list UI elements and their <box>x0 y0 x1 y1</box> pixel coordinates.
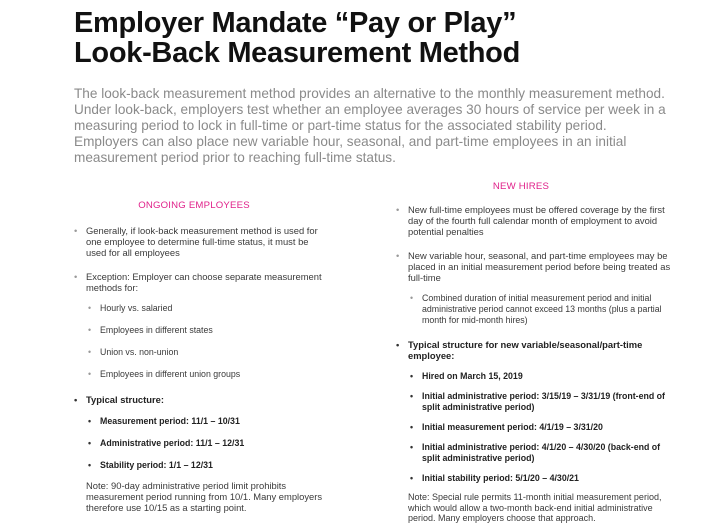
sub-list-item-text: Union vs. non-union <box>100 347 179 357</box>
sub-list-item <box>396 293 676 326</box>
typical-structure-heading <box>396 339 676 361</box>
new-hires-column <box>396 181 676 524</box>
typical-structure-text: Typical structure: <box>86 394 164 405</box>
bullet-icon: • <box>74 225 78 236</box>
new-hires-note: Note: Special rule permits 11-month initial measurement period, which would allow a two-month back-end initial administrative period. Many employers choose that approach. <box>408 492 662 523</box>
period-text: Initial measurement period: 4/1/19 – 3/31/20 <box>422 422 603 432</box>
bullet-icon: • <box>396 250 400 261</box>
period-item <box>396 422 676 433</box>
bullet-icon: • <box>410 422 414 432</box>
period-item <box>396 391 676 413</box>
typical-structure-heading <box>74 394 324 405</box>
sub-list-item <box>74 303 324 314</box>
period-item <box>396 442 676 464</box>
bullet-icon: • <box>74 394 78 405</box>
sub-list-item <box>74 369 324 380</box>
bullet-icon: • <box>88 416 92 426</box>
bullet-icon: • <box>396 339 400 350</box>
bullet-icon: • <box>410 442 414 452</box>
sub-list-item-text: Employees in different states <box>100 325 213 335</box>
title-line-2: Look-Back Measurement Method <box>74 37 521 69</box>
sub-list-item-text: Hourly vs. salaried <box>100 303 173 313</box>
bullet-icon: • <box>88 347 92 357</box>
bullet-icon: • <box>396 204 400 215</box>
ongoing-note: Note: 90-day administrative period limit prohibits measurement period running from 10/1. Many employers therefore use 10/15 as a starting point. <box>86 480 323 513</box>
sub-list-item <box>74 325 324 336</box>
list-item <box>396 204 676 237</box>
period-item <box>74 438 324 449</box>
sub-list-item-text: Employees in different union groups <box>100 369 241 379</box>
title-line-1: Employer Mandate “Pay or Play” <box>74 7 517 39</box>
new-hires-heading: NEW HIRES <box>492 181 550 192</box>
period-text: Administrative period: 11/1 – 12/31 <box>100 438 245 448</box>
ongoing-employees-column <box>74 200 324 513</box>
period-text: Initial administrative period: 3/15/19 – 3/31/19 (front-end of split administrative period) <box>422 391 665 412</box>
bullet-icon: • <box>88 369 92 379</box>
bullet-icon: • <box>88 325 92 335</box>
bullet-icon: • <box>88 438 92 448</box>
bullet-icon: • <box>410 473 414 483</box>
bullet-icon: • <box>410 391 414 401</box>
bullet-icon: • <box>410 371 414 381</box>
period-item <box>396 371 676 382</box>
period-text: Initial stability period: 5/1/20 – 4/30/21 <box>422 473 579 483</box>
bullet-icon: • <box>88 460 92 470</box>
period-text: Stability period: 1/1 – 12/31 <box>100 460 213 470</box>
sub-list-item-text: Combined duration of initial measurement period and initial administrative period cannot exceed 13 months (plus a partial month for mid-month hires) <box>422 293 662 325</box>
typical-structure-text: Typical structure for new variable/seasonal/part-time employee: <box>408 339 643 361</box>
bullet-icon: • <box>88 303 92 313</box>
list-item-text: New variable hour, seasonal, and part-time employees may be placed in an initial measurement period before being treated as full-time <box>408 250 671 283</box>
page-title <box>74 8 520 68</box>
sub-list-item <box>74 347 324 358</box>
period-text: Initial administrative period: 4/1/20 – 4/30/20 (back-end of split administrative period) <box>422 442 661 463</box>
period-item <box>74 416 324 427</box>
list-item-text: Generally, if look-back measurement method is used for one employee to determine full-time status, it must be used for all employees <box>86 225 318 258</box>
intro-paragraph: The look-back measurement method provides an alternative to the monthly measurement method. Under look-back, employers test whether an employee averages 30 hours of service per week in a measuring period to lock in full-time or part-time status for the associated stability period. Employers can also place new variable hour, seasonal, and part-time employees in an initial measurement period prior to reaching full-time status. <box>74 86 666 165</box>
new-hires-list <box>396 204 676 484</box>
list-item-text: Exception: Employer can choose separate measurement methods for: <box>86 271 322 293</box>
period-text: Hired on March 15, 2019 <box>422 371 523 381</box>
period-text: Measurement period: 11/1 – 10/31 <box>100 416 240 426</box>
list-item <box>74 225 324 258</box>
list-item <box>396 250 676 283</box>
bullet-icon: • <box>410 293 414 303</box>
ongoing-employees-heading: ONGOING EMPLOYEES <box>138 200 250 211</box>
list-item-text: New full-time employees must be offered coverage by the first day of the fourth full calendar month of employment to avoid potential penalties <box>408 204 665 237</box>
ongoing-list <box>74 225 324 471</box>
bullet-icon: • <box>74 271 78 282</box>
period-item <box>396 473 676 484</box>
period-item <box>74 460 324 471</box>
list-item <box>74 271 324 293</box>
